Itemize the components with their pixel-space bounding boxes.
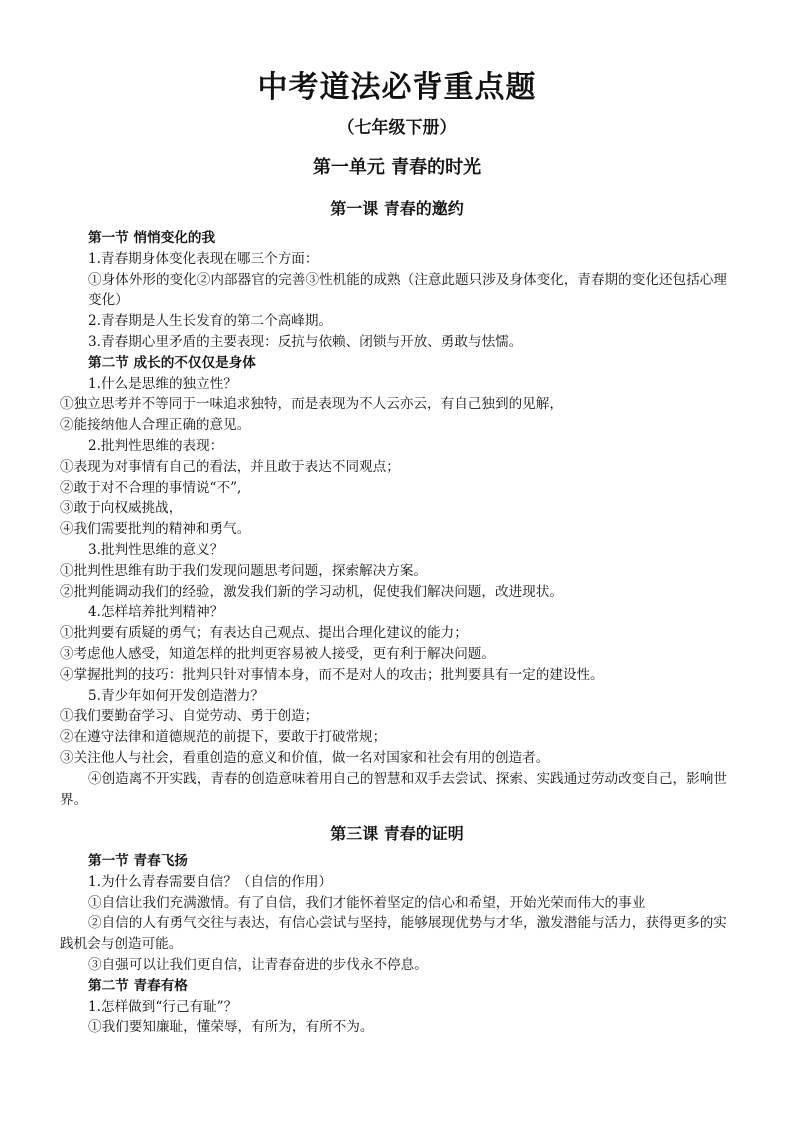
question-line: 4.怎样培养批判精神？ [88,604,224,621]
section-heading: 第二节 成长的不仅仅是身体 [88,354,256,371]
question-line: 1.怎样做到“行己有耻”？ [88,998,238,1015]
question-line: 1.青春期身体变化表现在哪三个方面： [88,250,319,267]
question-line: 3.批判性思维的意义？ [88,541,224,558]
answer-line: ②能接纳他人合理正确的意见。 [60,417,251,434]
section-heading: 第二节 青春有格 [88,977,188,994]
lesson3-body [60,851,736,1038]
document-subtitle: （七年级下册） [337,118,457,138]
answer-line: ④创造离不开实践，青春的创造意味着用自己的智慧和双手去尝试、探索、实践通过劳动改变自己，影响世界。 [60,770,727,808]
document-title: 中考道法必背重点题 [257,70,537,105]
section-heading: 第一节 悄悄变化的我 [88,230,216,246]
question-line: 2.批判性思维的表现： [88,437,224,454]
statement-line: 2.青春期是人生长发育的第二个高峰期。 [88,313,333,330]
answer-line: ①身体外形的变化②内部器官的完善③性机能的成熟（注意此题只涉及身体变化，青春期的变化还包括心理变化） [88,271,727,309]
lesson-heading: 第三课 青春的证明 [330,824,464,843]
lesson1-body [60,228,736,810]
answer-line: ④掌握批判的技巧：批判只针对事情本身，而不是对人的攻击；批判要具有一定的建设性。 [60,666,604,683]
answer-line: ①我们要勤奋学习、自觉劳动、勇于创造； [60,708,319,725]
question-line: 1.为什么青春需要自信？（自信的作用） [88,873,333,890]
section-heading: 第一节 青春飞扬 [88,853,188,869]
question-line: 5.青少年如何开发创造潜力？ [88,687,265,704]
answer-line: ③关注他人与社会，看重创造的意义和价值，做一名对国家和社会有用的创造者。 [60,749,550,766]
answer-line: ②敢于对不合理的事情说“不”, [60,479,242,496]
answer-line: ①自信让我们充满激情。有了自信，我们才能怀着坚定的信心和希望，开始光荣而伟大的事业 [88,894,646,911]
question-line: 1.什么是思维的独立性？ [88,375,237,392]
answer-line: ②在遵守法律和道德规范的前提下，要敢于打破常规； [60,729,387,746]
answer-line: ①批判性思维有助于我们发现问题思考问题，探索解决方案。 [60,562,428,579]
lesson-heading: 第一课 青春的邀约 [330,199,464,218]
answer-line: ③自强可以让我们更自信，让青春奋进的步伐永不停息。 [88,956,428,973]
answer-line: ④我们需要批判的精神和勇气。 [60,521,251,538]
unit-heading: 第一单元 青春的时光 [312,157,482,178]
answer-line: ②批判能调动我们的经验，激发我们新的学习动机，促使我们解决问题，改进现状。 [60,583,563,600]
answer-line: ①独立思考并不等同于一味追求独特，而是表现为不人云亦云，有自己独到的见解， [60,396,563,413]
answer-line: ②自信的人有勇气交往与表达，有信心尝试与坚持，能够展现优势与才华，激发潜能与活力，获得更多的实践机会与创造可能。 [60,915,727,953]
statement-line: 3.青春期心里矛盾的主要表现：反抗与依赖、闭锁与开放、勇敢与怯懦。 [88,333,523,350]
answer-line: ③考虑他人感受，知道怎样的批判更容易被人接受，更有利于解决问题。 [60,645,495,662]
answer-line: ①表现为对事情有自己的看法，并且敢于表达不同观点； [60,458,400,475]
answer-line: ③敢于向权威挑战， [60,500,183,517]
answer-line: ①批判要有质疑的勇气；有表达自己观点、提出合理化建议的能力； [60,625,468,642]
answer-line: ①我们要知廉耻，懂荣辱，有所为，有所不为。 [88,1019,374,1036]
